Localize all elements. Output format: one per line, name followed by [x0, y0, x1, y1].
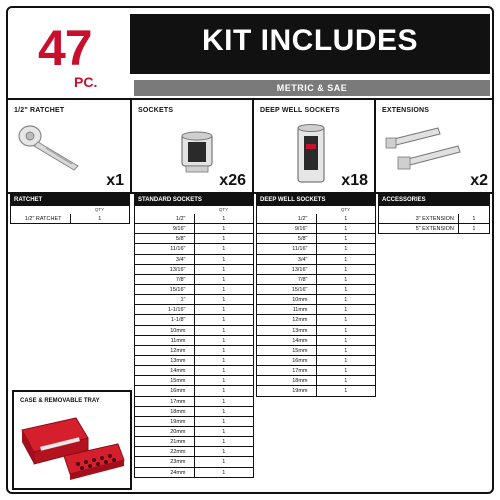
size-cell: 15mm	[135, 376, 195, 385]
piece-count	[16, 16, 134, 100]
table-row	[134, 265, 254, 275]
qty-cell: 1	[195, 427, 255, 436]
qty-cell: 1	[317, 376, 377, 385]
size-cell: 1/2"	[257, 214, 317, 223]
table-row	[256, 265, 376, 275]
qty-cell: 1	[195, 315, 255, 324]
qty-cell: 1	[195, 376, 255, 385]
table-row	[256, 275, 376, 285]
panel-extensions-qty: x2	[470, 172, 488, 189]
panel-deep-well	[254, 100, 376, 194]
qty-cell: 1	[195, 234, 255, 243]
table-row	[378, 224, 490, 234]
size-cell: 10mm	[135, 326, 195, 335]
size-cell: 18mm	[257, 376, 317, 385]
table-row	[134, 468, 254, 478]
table-row	[256, 386, 376, 396]
panel-sockets-qty: x26	[219, 172, 246, 189]
table-ratchet	[10, 194, 130, 224]
table-row	[134, 214, 254, 224]
piece-count-unit: PC.	[74, 74, 98, 90]
table-row	[134, 437, 254, 447]
size-cell: 1-1/8"	[135, 315, 195, 324]
size-cell: 5" EXTENSION	[379, 224, 459, 233]
qty-cell: 1	[195, 255, 255, 264]
table-standard-title: STANDARD SOCKETS	[134, 194, 254, 206]
panel-sockets-title: SOCKETS	[138, 107, 174, 114]
kit-header-title: KIT INCLUDES	[202, 24, 418, 57]
table-row	[134, 376, 254, 386]
table-deep-well-title: DEEP WELL SOCKETS	[256, 194, 376, 206]
table-row	[256, 366, 376, 376]
size-cell: 3/4"	[257, 255, 317, 264]
table-row	[134, 326, 254, 336]
qty-cell: 1	[317, 315, 377, 324]
size-cell: 12mm	[135, 346, 195, 355]
size-cell: 18mm	[135, 407, 195, 416]
qty-cell: 1	[195, 326, 255, 335]
size-cell: 9/16"	[257, 224, 317, 233]
qty-cell: 1	[195, 244, 255, 253]
size-cell: 11/16"	[257, 244, 317, 253]
qty-cell: 1	[195, 366, 255, 375]
qty-cell: 1	[195, 397, 255, 406]
table-row	[256, 234, 376, 244]
qty-cell: 1	[195, 336, 255, 345]
qty-cell: 1	[195, 468, 255, 477]
size-cell: 11mm	[257, 305, 317, 314]
size-cell: 17mm	[135, 397, 195, 406]
size-cell: 1/2"	[135, 214, 195, 223]
kit-contents-card	[6, 6, 494, 494]
size-cell: 16mm	[257, 356, 317, 365]
panel-ratchet-qty: x1	[106, 172, 124, 189]
qty-cell: 1	[195, 285, 255, 294]
kit-header	[130, 14, 490, 74]
qty-cell: 1	[195, 417, 255, 426]
size-cell: 1-1/16"	[135, 305, 195, 314]
table-row	[256, 244, 376, 254]
size-cell: 3/4"	[135, 255, 195, 264]
qty-cell: 1	[317, 346, 377, 355]
table-row	[256, 315, 376, 325]
table-row	[378, 214, 490, 224]
qty-cell: 1	[195, 305, 255, 314]
table-row	[134, 386, 254, 396]
size-cell: 19mm	[257, 386, 317, 395]
table-row	[134, 244, 254, 254]
size-cell: 17mm	[257, 366, 317, 375]
table-row	[10, 214, 130, 224]
table-standard-sockets	[134, 194, 254, 478]
qty-cell: 1	[317, 326, 377, 335]
extension-icon	[384, 122, 464, 172]
product-panels	[8, 98, 494, 194]
size-cell: 11/16"	[135, 244, 195, 253]
panel-sockets	[132, 100, 254, 194]
size-cell: 10mm	[257, 295, 317, 304]
size-cell: 15/16"	[257, 285, 317, 294]
qty-cell: 1	[317, 244, 377, 253]
table-row	[256, 255, 376, 265]
size-cell: 7/8"	[135, 275, 195, 284]
size-cell: 16mm	[135, 386, 195, 395]
table-ratchet-title: RATCHET	[10, 194, 130, 206]
size-cell: 13/16"	[257, 265, 317, 274]
table-row	[134, 447, 254, 457]
table-row	[134, 295, 254, 305]
table-row	[256, 224, 376, 234]
table-row	[256, 336, 376, 346]
size-cell: 13mm	[135, 356, 195, 365]
qty-cell: 1	[317, 224, 377, 233]
table-row	[134, 275, 254, 285]
size-cell: 14mm	[135, 366, 195, 375]
table-row	[256, 356, 376, 366]
table-row	[134, 255, 254, 265]
qty-cell: 1	[317, 265, 377, 274]
size-cell: 11mm	[135, 336, 195, 345]
size-cell: 14mm	[257, 336, 317, 345]
table-row	[134, 457, 254, 467]
size-cell: 5/8"	[257, 234, 317, 243]
qty-cell: 1	[195, 224, 255, 233]
panel-extensions	[376, 100, 494, 194]
table-standard-subheader: QTY	[134, 206, 254, 214]
qty-cell: 1	[317, 275, 377, 284]
qty-cell: 1	[317, 356, 377, 365]
case-icon	[18, 410, 128, 484]
qty-cell: 1	[317, 285, 377, 294]
qty-cell: 1	[459, 224, 490, 233]
ratchet-icon	[16, 122, 86, 172]
size-cell: 3" EXTENSION	[379, 214, 459, 223]
qty-cell: 1	[317, 305, 377, 314]
qty-cell: 1	[195, 295, 255, 304]
table-row	[256, 305, 376, 315]
table-row	[134, 346, 254, 356]
size-cell: 12mm	[257, 315, 317, 324]
table-row	[134, 397, 254, 407]
qty-cell: 1	[317, 295, 377, 304]
panel-extensions-title: EXTENSIONS	[382, 107, 430, 114]
qty-cell: 1	[195, 356, 255, 365]
qty-cell: 1	[195, 457, 255, 466]
size-cell: 21mm	[135, 437, 195, 446]
case-tray-panel	[12, 390, 132, 490]
qty-cell: 1	[195, 275, 255, 284]
size-cell: 19mm	[135, 417, 195, 426]
table-row	[134, 427, 254, 437]
size-cell: 5/8"	[135, 234, 195, 243]
size-cell: 15mm	[257, 346, 317, 355]
table-row	[134, 356, 254, 366]
size-cell: 13/16"	[135, 265, 195, 274]
table-row	[256, 295, 376, 305]
size-cell: 13mm	[257, 326, 317, 335]
deep-socket-icon	[294, 122, 328, 186]
qty-cell: 1	[459, 214, 490, 223]
qty-cell: 1	[317, 214, 377, 223]
size-cell: 23mm	[135, 457, 195, 466]
table-row	[256, 346, 376, 356]
panel-deep-well-qty: x18	[341, 172, 368, 189]
qty-cell: 1	[195, 437, 255, 446]
table-row	[256, 285, 376, 295]
size-cell: 7/8"	[257, 275, 317, 284]
qty-cell: 1	[317, 366, 377, 375]
table-row	[256, 376, 376, 386]
table-row	[256, 326, 376, 336]
table-row	[256, 214, 376, 224]
table-accessories	[378, 194, 490, 234]
size-cell: 9/16"	[135, 224, 195, 233]
qty-cell: 1	[195, 265, 255, 274]
qty-cell: 1	[71, 214, 131, 223]
size-cell: 20mm	[135, 427, 195, 436]
panel-deep-well-title: DEEP WELL SOCKETS	[260, 107, 340, 114]
table-row	[134, 336, 254, 346]
qty-cell: 1	[195, 447, 255, 456]
size-cell: 22mm	[135, 447, 195, 456]
table-row	[134, 366, 254, 376]
qty-cell: 1	[195, 214, 255, 223]
size-cell: 1/2" RATCHET	[11, 214, 71, 223]
table-row	[134, 234, 254, 244]
qty-cell: 1	[195, 386, 255, 395]
qty-cell: 1	[317, 255, 377, 264]
qty-cell: 1	[317, 336, 377, 345]
table-row	[134, 407, 254, 417]
qty-cell: 1	[317, 234, 377, 243]
case-tray-title: CASE & REMOVABLE TRAY	[20, 398, 100, 404]
panel-ratchet	[8, 100, 132, 194]
table-accessories-title: ACCESSORIES	[378, 194, 490, 206]
table-row	[134, 417, 254, 427]
table-row	[134, 224, 254, 234]
table-row	[134, 305, 254, 315]
table-deep-well-subheader: QTY	[256, 206, 376, 214]
size-cell: 1"	[135, 295, 195, 304]
table-row	[134, 285, 254, 295]
table-row	[134, 315, 254, 325]
size-cell: 24mm	[135, 468, 195, 477]
kit-subheader: METRIC & SAE	[134, 80, 490, 96]
table-ratchet-subheader: QTY	[10, 206, 130, 214]
socket-icon	[178, 128, 218, 178]
table-deep-well	[256, 194, 376, 397]
panel-ratchet-title: 1/2" RATCHET	[14, 107, 65, 114]
qty-cell: 1	[317, 386, 377, 395]
qty-cell: 1	[195, 346, 255, 355]
piece-count-number: 47	[38, 20, 92, 76]
size-cell: 15/16"	[135, 285, 195, 294]
qty-cell: 1	[195, 407, 255, 416]
